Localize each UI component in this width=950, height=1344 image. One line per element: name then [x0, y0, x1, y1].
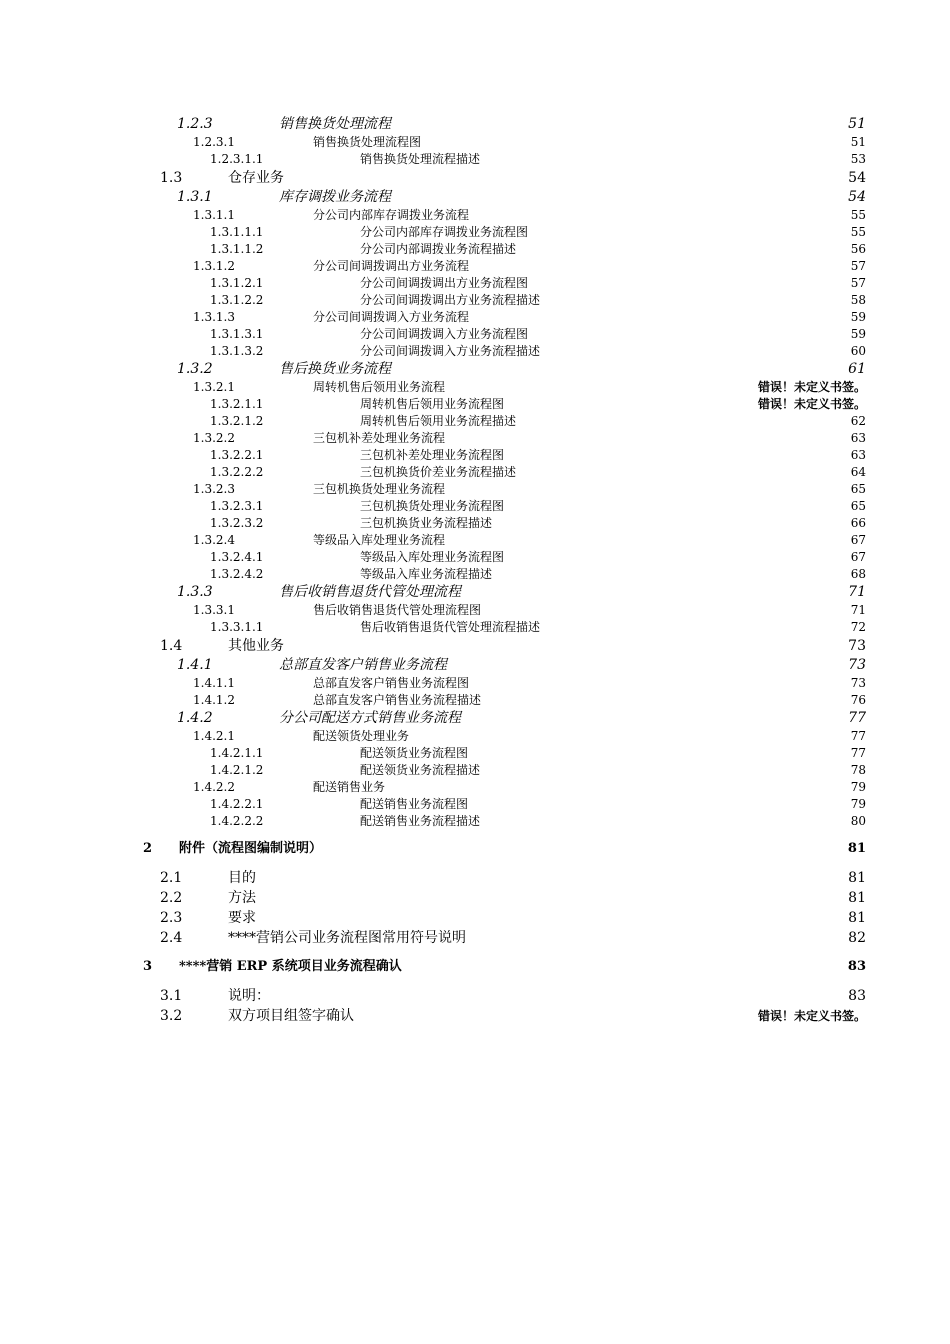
toc-page-number: 67 [850, 550, 866, 564]
toc-entry-title: 配送销售业务流程描述 [360, 814, 481, 828]
toc-page-number: 55 [850, 208, 866, 222]
toc-entry[interactable] [0, 379, 866, 396]
toc-page-number: 81 [848, 870, 866, 886]
toc-page-number: 59 [850, 327, 866, 341]
toc-entry-title: 销售换货处理流程图 [313, 135, 422, 149]
toc-entry-title: 总部直发客户销售业务流程描述 [313, 693, 482, 707]
toc-entry-number: 1.3.1.3.1 [210, 327, 264, 341]
toc-entry-number: 1.3.2.1 [193, 380, 235, 394]
toc-entry[interactable] [0, 868, 866, 888]
toc-entry[interactable] [0, 928, 866, 948]
toc-entry[interactable] [0, 602, 866, 619]
toc-page-number: 77 [850, 729, 866, 743]
toc-spacer [0, 830, 950, 838]
toc-entry[interactable] [0, 292, 866, 309]
toc-entry-title: 其他业务 [228, 638, 284, 654]
toc-entry[interactable] [0, 636, 866, 656]
toc-page-number: 53 [850, 152, 866, 166]
toc-entry-number: 2.3 [160, 910, 183, 926]
toc-page-number: 68 [850, 567, 866, 581]
toc-entry-title: 销售换货处理流程描述 [360, 152, 481, 166]
toc-page-number: 59 [850, 310, 866, 324]
toc-page-number: 79 [850, 797, 866, 811]
toc-entry-title: 分公司间调拨调入方业务流程图 [360, 327, 529, 341]
toc-bookmark-error: 错误！未定义书签。 [757, 397, 866, 411]
toc-entry[interactable] [0, 813, 866, 830]
toc-entry-number: 1.4.2 [177, 710, 213, 726]
toc-entry-title: 要求 [228, 910, 256, 926]
toc-entry[interactable] [0, 343, 866, 360]
toc-entry[interactable] [0, 675, 866, 692]
toc-entry[interactable] [0, 956, 866, 978]
toc-entry-title: 双方项目组签字确认 [228, 1008, 354, 1024]
toc-entry[interactable] [0, 619, 866, 636]
toc-entry-title: 配送领货业务流程图 [360, 746, 469, 760]
toc-entry-number: 1.4.2.1.1 [210, 746, 264, 760]
toc-entry-title: 分公司间调拨调出方业务流程图 [360, 276, 529, 290]
toc-entry-number: 1.3.2.2 [193, 431, 235, 445]
toc-entry[interactable] [0, 134, 866, 151]
toc-entry-number: 1.2.3.1.1 [210, 152, 264, 166]
toc-page-number: 66 [850, 516, 866, 530]
toc-page-number: 77 [848, 710, 866, 726]
toc-entry[interactable] [0, 224, 866, 241]
toc-entry-number: 1.3.2 [177, 361, 213, 377]
toc-page-number: 51 [850, 135, 866, 149]
table-of-contents [0, 115, 950, 1026]
toc-entry-number: 1.3.1.2.2 [210, 293, 264, 307]
toc-entry-number: 1.3.3 [177, 584, 213, 600]
toc-entry-number: 1.4.1.2 [193, 693, 235, 707]
toc-entry-title: 三包机换货处理业务流程 [313, 482, 446, 496]
toc-entry[interactable] [0, 481, 866, 498]
toc-entry-number: 1.4.2.1 [193, 729, 235, 743]
toc-entry-number: 1.4 [160, 638, 183, 654]
toc-page-number: 58 [850, 293, 866, 307]
toc-entry-number: 1.3.1.3 [193, 310, 235, 324]
toc-entry[interactable] [0, 888, 866, 908]
toc-entry[interactable] [0, 275, 866, 292]
toc-entry-title: 分公司内部调拨业务流程描述 [360, 242, 517, 256]
toc-entry[interactable] [0, 908, 866, 928]
toc-entry-title: 三包机换货业务流程描述 [360, 516, 493, 530]
toc-entry-number: 1.3.1.3.2 [210, 344, 264, 358]
toc-entry-title: 分公司内部库存调拨业务流程图 [360, 225, 529, 239]
toc-page-number: 82 [848, 930, 866, 946]
toc-entry[interactable] [0, 986, 866, 1006]
toc-page-number: 73 [848, 638, 866, 654]
toc-page-number: 83 [847, 959, 866, 974]
toc-entry-number: 1.3.2.3 [193, 482, 235, 496]
toc-page-number: 76 [850, 693, 866, 707]
toc-entry-title: 配送销售业务 [313, 780, 386, 794]
toc-page-number: 71 [850, 603, 866, 617]
toc-page-number: 78 [850, 763, 866, 777]
toc-entry-number: 1.3.2.2.2 [210, 465, 264, 479]
toc-entry-title: 说明： [228, 988, 270, 1004]
toc-entry-number: 1.3.2.1.1 [210, 397, 264, 411]
toc-entry-title: 分公司间调拨调入方业务流程 [313, 310, 470, 324]
toc-entry[interactable] [0, 430, 866, 447]
toc-bookmark-error: 错误！未定义书签。 [757, 380, 866, 394]
toc-entry-number: 1.2.3 [177, 116, 213, 132]
toc-page-number: 80 [850, 814, 866, 828]
toc-entry[interactable] [0, 326, 866, 343]
toc-entry-number: 3 [143, 959, 153, 974]
toc-entry[interactable] [0, 309, 866, 326]
toc-page-number: 72 [850, 620, 866, 634]
toc-entry[interactable] [0, 549, 866, 566]
toc-page-number: 64 [850, 465, 866, 479]
toc-page-number: 54 [848, 170, 866, 186]
toc-entry-number: 1.2.3.1 [193, 135, 235, 149]
toc-entry-title: 三包机补差处理业务流程图 [360, 448, 505, 462]
toc-entry-title: ****营销 ERP 系统项目业务流程确认 [179, 959, 402, 974]
toc-entry-title: 销售换货处理流程 [279, 116, 391, 132]
toc-entry-number: 1.4.1.1 [193, 676, 235, 690]
toc-entry[interactable] [0, 464, 866, 481]
toc-entry[interactable] [0, 745, 866, 762]
toc-entry-title: 售后换货业务流程 [279, 361, 391, 377]
toc-page-number: 63 [850, 448, 866, 462]
toc-entry-number: 1.3.1.1.2 [210, 242, 264, 256]
toc-entry-title: 总部直发客户销售业务流程 [279, 657, 447, 673]
toc-entry[interactable] [0, 151, 866, 168]
toc-entry-number: 1.4.2.2.2 [210, 814, 264, 828]
toc-entry[interactable] [0, 1006, 866, 1026]
toc-page-number: 73 [850, 676, 866, 690]
toc-entry-number: 1.4.2.2 [193, 780, 235, 794]
toc-page-number: 61 [848, 361, 866, 377]
toc-entry-number: 1.3.1.1.1 [210, 225, 264, 239]
toc-page-number: 81 [847, 841, 866, 856]
toc-entry-title: 售后收销售退货代管处理流程 [279, 584, 461, 600]
toc-entry-title: 分公司配送方式销售业务流程 [279, 710, 461, 726]
toc-page-number: 81 [848, 890, 866, 906]
toc-page-number: 79 [850, 780, 866, 794]
toc-entry[interactable] [0, 796, 866, 813]
toc-page-number: 57 [850, 259, 866, 273]
toc-entry-number: 1.3.2.3.1 [210, 499, 264, 513]
toc-page-number: 57 [850, 276, 866, 290]
toc-entry[interactable] [0, 447, 866, 464]
toc-entry-title: 售后收销售退货代管处理流程描述 [360, 620, 541, 634]
toc-entry[interactable] [0, 692, 866, 709]
toc-page-number: 65 [850, 499, 866, 513]
toc-entry-title: 总部直发客户销售业务流程图 [313, 676, 470, 690]
toc-entry[interactable] [0, 498, 866, 515]
toc-entry-title: 等级品入库处理业务流程图 [360, 550, 505, 564]
toc-entry[interactable] [0, 413, 866, 430]
toc-entry-title: 配送领货处理业务 [313, 729, 410, 743]
toc-entry-title: 分公司间调拨调出方业务流程 [313, 259, 470, 273]
toc-entry-title: 库存调拨业务流程 [279, 189, 391, 205]
toc-entry[interactable] [0, 258, 866, 275]
toc-entry-number: 1.3 [160, 170, 183, 186]
toc-entry-number: 1.4.2.2.1 [210, 797, 264, 811]
toc-page-number: 81 [848, 910, 866, 926]
toc-entry-title: 方法 [228, 890, 256, 906]
toc-entry-number: 2.4 [160, 930, 183, 946]
toc-entry[interactable] [0, 566, 866, 583]
toc-entry-number: 2 [143, 841, 153, 856]
toc-page-number: 65 [850, 482, 866, 496]
toc-spacer [0, 948, 950, 956]
toc-entry-title: 三包机补差处理业务流程 [313, 431, 446, 445]
toc-entry[interactable] [0, 207, 866, 224]
toc-entry-title: 周转机售后领用业务流程图 [360, 397, 505, 411]
toc-entry-title: 配送领货业务流程描述 [360, 763, 481, 777]
toc-page-number: 56 [850, 242, 866, 256]
toc-entry-number: 1.4.1 [177, 657, 213, 673]
toc-entry-number: 1.3.3.1 [193, 603, 235, 617]
toc-entry[interactable] [0, 515, 866, 532]
toc-entry-title: 三包机换货价差业务流程描述 [360, 465, 517, 479]
toc-entry[interactable] [0, 532, 866, 549]
toc-page-number: 54 [848, 189, 866, 205]
toc-entry-title: 分公司间调拨调出方业务流程描述 [360, 293, 541, 307]
toc-entry-number: 3.2 [160, 1008, 183, 1024]
toc-spacer [0, 978, 950, 986]
toc-page-number: 60 [850, 344, 866, 358]
toc-entry[interactable] [0, 168, 866, 188]
toc-entry-title: 售后收销售退货代管处理流程图 [313, 603, 482, 617]
toc-entry-title: 三包机换货处理业务流程图 [360, 499, 505, 513]
toc-entry-number: 1.3.2.4.2 [210, 567, 264, 581]
toc-entry[interactable] [0, 728, 866, 745]
toc-entry-title: 等级品入库处理业务流程 [313, 533, 446, 547]
toc-page-number: 55 [850, 225, 866, 239]
toc-page-number: 83 [848, 988, 866, 1004]
toc-page-number: 77 [850, 746, 866, 760]
toc-entry-number: 1.3.2.2.1 [210, 448, 264, 462]
toc-entry-title: 配送销售业务流程图 [360, 797, 469, 811]
toc-entry-number: 1.3.3.1.1 [210, 620, 264, 634]
toc-entry[interactable] [0, 762, 866, 779]
toc-page-number: 73 [848, 657, 866, 673]
toc-entry-number: 3.1 [160, 988, 183, 1004]
toc-entry-number: 1.3.1.1 [193, 208, 235, 222]
toc-entry-title: 分公司间调拨调入方业务流程描述 [360, 344, 541, 358]
toc-page-number: 71 [848, 584, 866, 600]
toc-entry-title: ****营销公司业务流程图常用符号说明 [228, 930, 466, 946]
toc-page-number: 63 [850, 431, 866, 445]
toc-entry-title: 附件（流程图编制说明） [179, 841, 323, 856]
toc-page-number: 67 [850, 533, 866, 547]
toc-page-number: 51 [848, 116, 866, 132]
toc-entry[interactable] [0, 241, 866, 258]
toc-entry-number: 1.3.1.2.1 [210, 276, 264, 290]
toc-entry-number: 1.3.1 [177, 189, 213, 205]
toc-entry-title: 周转机售后领用业务流程 [313, 380, 446, 394]
toc-entry-number: 2.1 [160, 870, 183, 886]
toc-page-number: 62 [850, 414, 866, 428]
toc-entry[interactable] [0, 396, 866, 413]
toc-entry-number: 1.3.2.4.1 [210, 550, 264, 564]
toc-entry-number: 1.3.2.1.2 [210, 414, 264, 428]
toc-entry[interactable] [0, 583, 866, 602]
toc-entry-title: 目的 [228, 870, 256, 886]
toc-entry-number: 1.4.2.1.2 [210, 763, 264, 777]
toc-entry-title: 等级品入库业务流程描述 [360, 567, 493, 581]
toc-entry-number: 1.3.1.2 [193, 259, 235, 273]
toc-entry-title: 仓存业务 [228, 170, 284, 186]
toc-entry-number: 2.2 [160, 890, 183, 906]
toc-bookmark-error: 错误！未定义书签。 [757, 1009, 866, 1023]
toc-entry-title: 分公司内部库存调拨业务流程 [313, 208, 470, 222]
toc-entry[interactable] [0, 838, 866, 860]
toc-entry[interactable] [0, 115, 866, 134]
toc-entry[interactable] [0, 656, 866, 675]
toc-entry[interactable] [0, 709, 866, 728]
toc-entry-number: 1.3.2.3.2 [210, 516, 264, 530]
toc-spacer [0, 860, 950, 868]
toc-entry[interactable] [0, 188, 866, 207]
toc-entry[interactable] [0, 779, 866, 796]
toc-entry[interactable] [0, 360, 866, 379]
toc-entry-number: 1.3.2.4 [193, 533, 235, 547]
toc-entry-title: 周转机售后领用业务流程描述 [360, 414, 517, 428]
